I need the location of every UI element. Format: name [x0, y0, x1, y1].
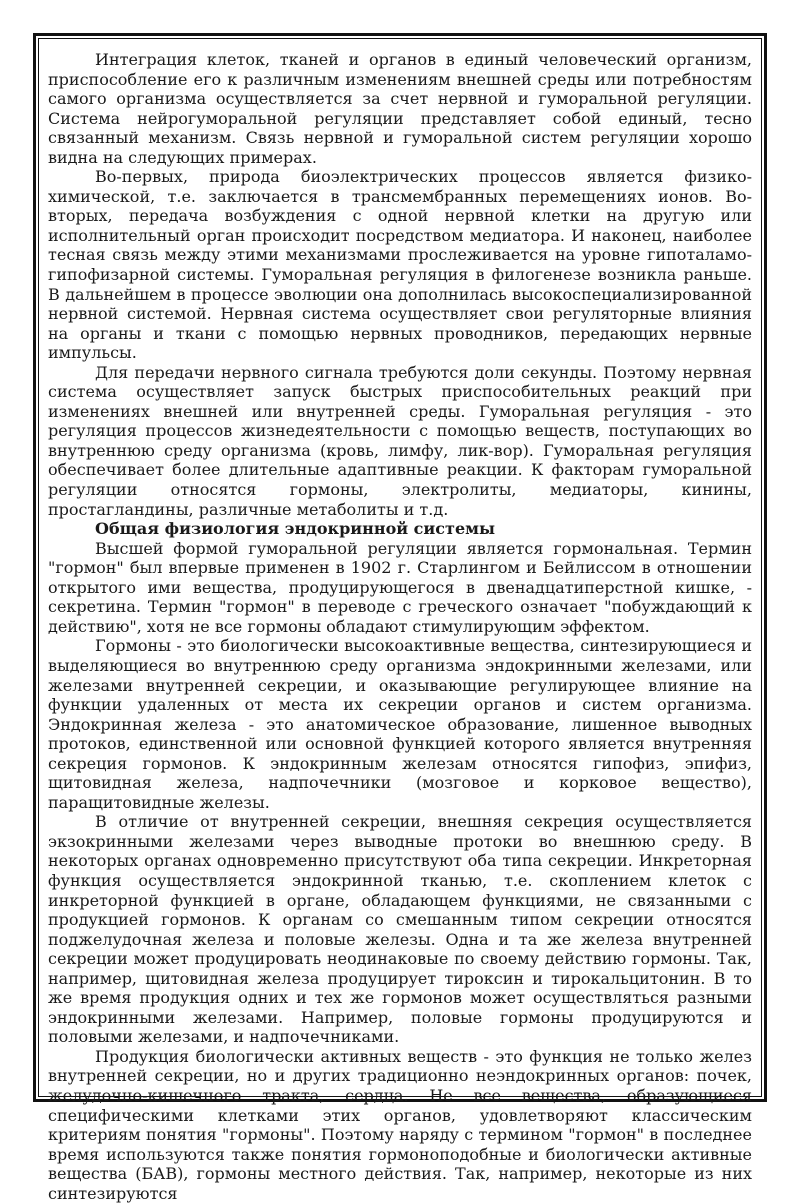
paragraph-hormone-definition: Гормоны - это биологически высокоактивные вещества, синтезирующиеся и выделяющиеся во внутреннюю среду организма эндокринными железами, или железами внутренней секреции, и оказывающие регулирующее влияние на функции удаленных от места их секреции органов и систем организма. Эндокринная железа - это анатомическое образование, лишенное выводных протоков, единственной или основной функцией которого является внутренняя секреция гормонов. К эндокринным железам относятся гипофиз, эпифиз, щитовидная железа, надпочечники (мозговое и корковое вещество), паращитовидные железы.	[48, 636, 752, 812]
paragraph-hormone-term: Высшей формой гуморальной регуляции является гормональная. Термин "гормон" был впервые применен в 1902 г. Старлингом и Бейлиссом в отношении открытого ими вещества, продуцирующегося в двенадцатиперстной кишке, - секретина. Термин "гормон" в переводе с греческого означает "побуждающий к действию", хотя не все гормоны обладают стимулирующим эффектом.	[48, 538, 752, 636]
paragraph-external-secretion: В отличие от внутренней секреции, внешняя секреция осуществляется экзокринными железами через выводные протоки во внешнюю среду. В некоторых органах одновременно присутствуют оба типа секреции. Инкреторная функция осуществляется эндокринной тканью, т.е. скоплением клеток с инкреторной функцией в органе, обладающем функциями, не связанными с продукцией гормонов. К органам со смешанным типом секреции относятся поджелудочная железа и половые железы. Одна и та же железа внутренней секреции может продуцировать неодинаковые по своему действию гормоны. Так, например, щитовидная железа продуцирует тироксин и тирокальцитонин. В то же время продукция одних и тех же гормонов может осуществляться разными эндокринными железами. Например, половые гормоны продуцируются и половыми железами, и надпочечниками.	[48, 812, 752, 1047]
paragraph-integration: Интеграция клеток, тканей и органов в единый человеческий организм, приспособление его к различным изменениям внешней среды или потребностям самого организма осуществляется за счет нервной и гуморальной регуляции. Система нейрогуморальной регуляции представляет собой единый, тесно связанный механизм. Связь нервной и гуморальной систем регуляции хорошо видна на следующих примерах.	[48, 50, 752, 167]
section-heading: Общая физиология эндокринной системы	[95, 519, 496, 539]
document-body	[48, 50, 752, 1203]
paragraph-signal-transmission: Для передачи нервного сигнала требуются доли секунды. Поэтому нервная система осуществляет запуск быстрых приспособительных реакций при изменениях внешней или внутренней среды. Гуморальная регуляция - это регуляция процессов жизнедеятельности с помощью веществ, поступающих во внутреннюю среду организма (кровь, лимфу, лик-вор). Гуморальная регуляция обеспечивает более длительные адаптивные реакции. К факторам гуморальной регуляции относятся гормоны, электролиты, медиаторы, кинины, простагландины, различные метаболиты и т.д.	[48, 362, 752, 519]
paragraph-bioactive-substances: Продукция биологически активных веществ - это функция не только желез внутренней секреции, но и других традиционно неэндокринных органов: почек, желудочно-кишечного тракта, сердца. Не все вещества, образующиеся специфическими клетками этих органов, удовлетворяют классическим критериям понятия "гормоны". Поэтому наряду с термином "гормон" в последнее время используются также понятия гормоноподобные и биологически активные вещества (БАВ), гормоны местного действия. Так, например, некоторые из них синтезируются	[48, 1046, 752, 1203]
paragraph-first-second: Во-первых, природа биоэлектрических процессов является физико-химической, т.е. заключается в трансмембранных перемещениях ионов. Во-вторых, передача возбуждения с одной нервной клетки на другую или исполнительный орган происходит посредством медиатора. И наконец, наиболее тесная связь между этими механизмами прослеживается на уровне гипоталамо-гипофизарной системы. Гуморальная регуляция в филогенезе возникла раньше. В дальнейшем в процессе эволюции она дополнилась высокоспециализированной нервной системой. Нервная система осуществляет свои регуляторные влияния на органы и ткани с помощью нервных проводников, передающих нервные импульсы.	[48, 167, 752, 363]
